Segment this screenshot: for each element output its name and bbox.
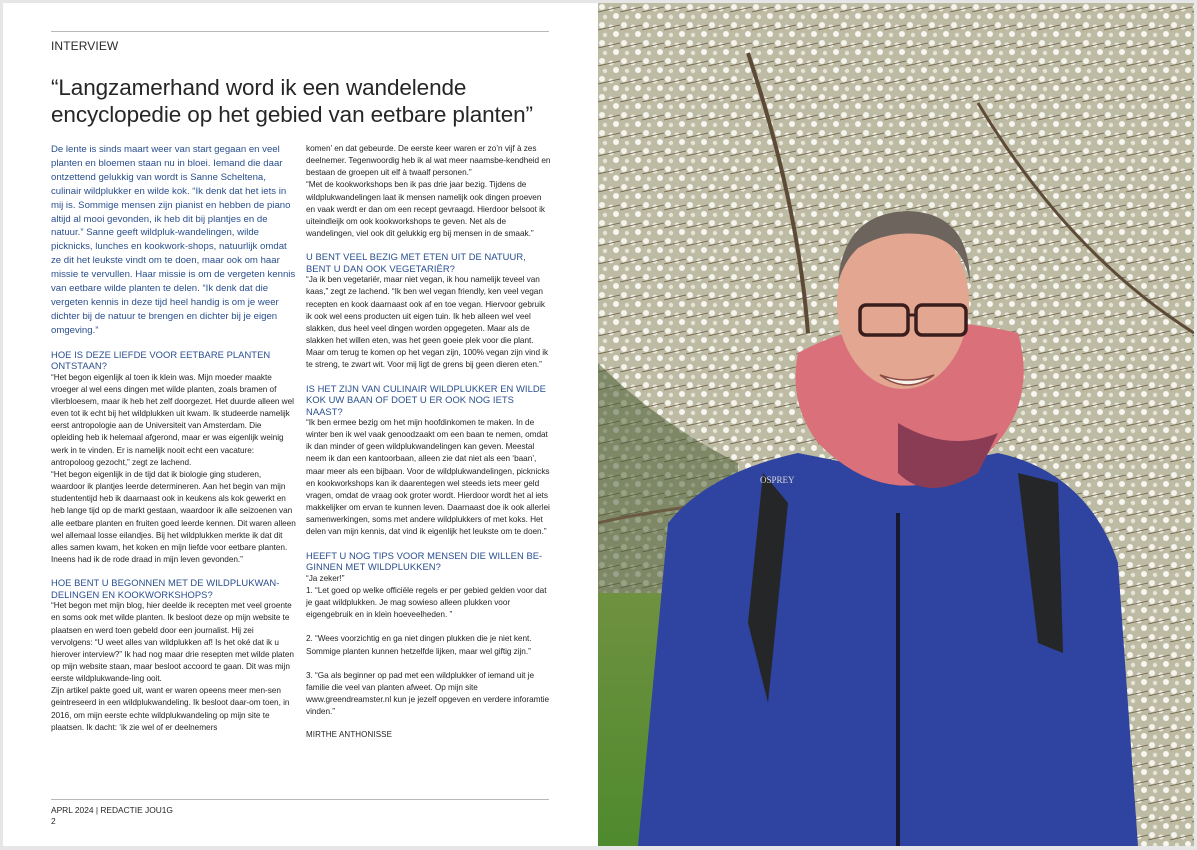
intro-paragraph: De lente is sinds maart weer van start gegaan en veel planten en bloemen staan nu in bloei. Iemand die daar ontzettend gelukkig van wordt is Sanne Scheltena, culinair wildplukker en wilde kok. “Ik denk dat het iets in mij is. Sommige mensen zijn pianist en hebben de piano altijd al mooi gevonden, ik heb dit bij plantjes en de natuur.” Sanne geeft wildpluk-wandelingen, wilde picknicks, lunches en kookwork-shops, natuurlijk omdat ze dit het leukste vindt om te doen, maar ook om haar missie te vervullen. Haar missie is om de vergeten kennis van eetbare wilde planten te delen. “Ik denk dat die vergeten kennis in deze tijd heel handig is om je weer dichter bij de natuur te brengen en dichter bij je eigen omgeving.” bbox=[51, 144, 296, 336]
answer-text: “Het begon eigenlijk al toen ik klein was. Mijn moeder maakte vroeger al wel eens dingen met wilde planten, zoals bramen of vlierbloesem, maar ik heb het zelf doorgezet. Het duurde alleen wel even tot ik echt bij het wildplukken uit kwam. Ik studeerde namelijk eerst antropologie aan de Universiteit van Amsterdam. Die opleiding heb ik helemaal afgerond, maar er was eigenlijk weinig werk in te vinden. Er is namelijk nooit echt een vacature: antropoloog gezocht,” zegt ze lachend. “Het begon eigenlijk in de tijd dat ik biologie ging studeren, waardoor ik plantjes leerde determineren. Aan het begin van mijn studententijd heb ik daarnaast ook in keukens als kok gewerkt en heb lange tijd op de markt gestaan, waardoor ik alle seizoenen van alle eetbare planten en fruiten goed leerde kennen. Dit waren alleen wel allemaal losse eilandjes. Bij het wildplukken merkte ik dat dit alles samen kwam, het koken en mijn liefde voor eetbare planten. Ineens had ik de rode draad in mijn leven gevonden.” bbox=[51, 372, 296, 565]
magazine-spread bbox=[3, 3, 1194, 846]
question-heading: HOE BENT U BEGONNEN MET DE WILDPLUKWAN-DELINGEN EN KOOKWORKSHOPS? bbox=[51, 577, 280, 600]
qa-block bbox=[306, 383, 551, 539]
article-page bbox=[51, 31, 551, 841]
continued-text: komen’ en dat gebeurde. De eerste keer waren er zo’n vijf à zes deelnemer. Tegenwoordig heb ik al wat meer naamsbe-kendheid en bestaan de groepen uit elf à twaalf personen.” “Met de kookworkshops ben ik pas drie jaar bezig. Tijdens de wildplukwandelingen laat ik mensen namelijk ook dingen proeven en vaak werdt er dan om een recept gevraagd. Hierdoor belsoot ik uiteindleijk om ook kookworkshops te geven. Net als de wandelingen, viel ook dit gelukkig erg bij mensen in de smaak.” bbox=[306, 144, 551, 239]
qa-block bbox=[306, 251, 551, 371]
footer-issue: APRL 2024 | REDACTIE JOU1G bbox=[51, 805, 173, 815]
answer-text: “Ja ik ben vegetariër, maar niet vegan, ik hou namelijk teveel van kaas,” zegt ze lachend. “Ik ben wel vegan friendly, ken veel vegan recepten en kook daarnaast ook af en toe vegan. Hiervoor gebruik ik ook wel eens producten uit eigen tuin. Ik heb alleen wel veel slakken, dus heel veel dingen worden opgegeten. Maar als de slakken het willen eten, was het geen goeie plek voor die plant. Maar om terug te komen op het vegan zijn, 100% vegan zijn vind ik te streng, te zwart wit. Voor mij ligt de grens bij geen dieren eten.” bbox=[306, 275, 549, 370]
top-rule bbox=[51, 31, 549, 32]
blue-jacket bbox=[638, 453, 1138, 846]
photo-illustration bbox=[598, 3, 1194, 846]
section-label: INTERVIEW bbox=[51, 39, 119, 53]
question-heading: IS HET ZIJN VAN CULINAIR WILDPLUKKER EN WILDE KOK UW BAAN OF DOET U ER OOK NOG IETS NAAST? bbox=[306, 382, 546, 417]
answer-text: “Ja zeker!” 1. “Let goed op welke officiële regels er per gebied gelden voor dat je gaat wildplukken. Je mag sowieso alleen plukken voor eigengebruik en in klein hoeveelheden. ” 2. “Wees voorzichtig en ga niet dingen plukken die je niet kent. Sommige planten kunnen hetzelfde lijken, maar wel giftig zijn.” 3. “Ga als beginner op pad met een wildplukker of iemand uit je familie die veel van planten afweet. Op mijn site www.greendreamster.nl kun je jezelf opgeven en verdere inforamtie vinden.” bbox=[306, 573, 550, 717]
author-byline: MIRTHE ANTHONISSE bbox=[306, 730, 393, 740]
page-footer bbox=[51, 799, 551, 827]
qa-block bbox=[51, 577, 296, 734]
article-headline: “Langzamerhand word ik een wandelende encyclopedie op het gebied van eetbare planten” bbox=[51, 75, 533, 127]
column-2 bbox=[306, 143, 551, 739]
question-heading: HOE IS DEZE LIEFDE VOOR EETBARE PLANTEN ONTSTAAN? bbox=[51, 348, 271, 372]
backpack-brand-label: OSPREY bbox=[760, 475, 795, 485]
qa-block bbox=[306, 550, 551, 719]
question-heading: HEEFT U NOG TIPS VOOR MENSEN DIE WILLEN BE-GINNEN MET WILDPLUKKEN? bbox=[306, 549, 543, 573]
answer-text: “Ik ben ermee bezig om het mijn hoofdinkomen te maken. In de winter ben ik wel vaak genoodzaakt om een baan te nemen, omdat ik dan minder of geen wildplukwandelingen kan geven. Meestal neem ik dan een kantoorbaan, alleen zie dat niet als een ‘baan’, maar meer als een bijbaan. Voor de wildplukwandelingen, picknicks en kookworkshops kan ik daarentegen wel steeds iets meer geld vragen, omdat de vraag ook groter wordt. Hierdoor wordt het al iets makkelijker om ervan te kunnen leven. Daarnaast doe ik ook allerlei samenwerkingen, soms met andere wildplukkers of met koks. Het delen van mijn kennis, dat vind ik eigenlijk het leukste om te doen.” bbox=[306, 418, 550, 537]
question-heading: U BENT VEEL BEZIG MET ETEN UIT DE NATUUR, BENT U DAN OOK VEGETARIËR? bbox=[306, 251, 526, 274]
portrait-photo bbox=[598, 3, 1194, 846]
qa-block bbox=[51, 349, 296, 567]
column-1 bbox=[51, 143, 296, 734]
footer-rule bbox=[51, 799, 549, 800]
page-number: 2 bbox=[51, 816, 56, 826]
answer-text: “Het begon met mijn blog, hier deelde ik recepten met veel groente en soms ook met wilde planten. Ik besloot deze op mijn website te plaatsen en werd toen gebeld door een journalist. Hij zei vervolgens: “U weet alles van wildplukken af! Is het oké dat ik u hierover interview?” Ik had nog maar drie resepten met wilde platen op mijn website staan, maar besloot accoord te gaan. Dit was mijn eerste wildplukwande-ling ooit. Zijn artikel pakte goed uit, want er waren opeens meer men-sen geintreseerd in een wildplukwandeling. Ik besloot daar-om toen, in 2016, om mijn eerste echte wildplukwandeling op mijn site te plaatsen. Ik dacht: ‘ik zie wel of er deelnemers bbox=[51, 601, 294, 732]
